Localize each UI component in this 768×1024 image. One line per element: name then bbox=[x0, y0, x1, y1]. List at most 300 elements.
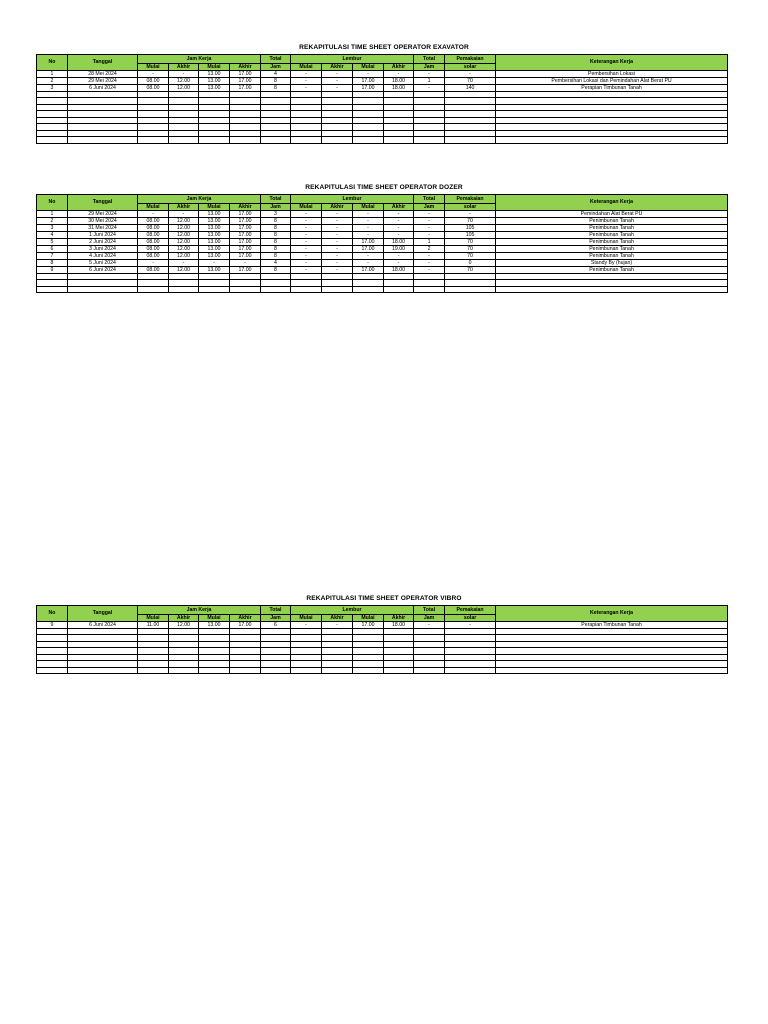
header-solar: solar bbox=[445, 203, 496, 210]
header-lembur: Lembur bbox=[291, 606, 414, 615]
empty-cell bbox=[414, 286, 445, 293]
table-cell: 17.00 bbox=[230, 210, 261, 217]
table-cell: - bbox=[322, 217, 353, 224]
table-cell: 6 Juni 2024 bbox=[68, 84, 138, 91]
header-total-jam: Total bbox=[261, 606, 291, 615]
table-cell: 8 bbox=[261, 224, 291, 231]
table-cell: - bbox=[384, 210, 414, 217]
table-cell: 12.00 bbox=[169, 252, 199, 259]
header-lembur-akhir-1: Akhir bbox=[322, 63, 353, 70]
table-cell: 17.00 bbox=[230, 224, 261, 231]
timesheet-exavator bbox=[0, 42, 768, 144]
timesheet-table bbox=[36, 194, 728, 293]
table-cell: 1 Juni 2024 bbox=[68, 231, 138, 238]
table-cell: 2 bbox=[37, 217, 68, 224]
table-cell: 17.00 bbox=[230, 84, 261, 91]
empty-cell bbox=[169, 137, 199, 144]
table-cell: - bbox=[384, 224, 414, 231]
table-cell: 1 bbox=[37, 70, 68, 77]
table-cell: 17.00 bbox=[230, 266, 261, 273]
table-cell: 13.00 bbox=[199, 70, 230, 77]
empty-cell bbox=[169, 667, 199, 674]
table-cell: - bbox=[353, 259, 384, 266]
header-jam-kerja: Jam Kerja bbox=[138, 55, 261, 64]
table-cell: - bbox=[322, 245, 353, 252]
table-cell: - bbox=[414, 259, 445, 266]
table-cell: 17.00 bbox=[230, 231, 261, 238]
table-cell: 18.00 bbox=[384, 266, 414, 273]
table-cell: 13.00 bbox=[199, 266, 230, 273]
table-cell: - bbox=[353, 252, 384, 259]
table-cell: 0 bbox=[445, 259, 496, 266]
header-jam-kerja-akhir-1: Akhir bbox=[169, 614, 199, 621]
table-cell: 8 bbox=[37, 259, 68, 266]
empty-cell bbox=[68, 286, 138, 293]
table-cell: 17.00 bbox=[353, 245, 384, 252]
empty-cell bbox=[445, 286, 496, 293]
table-cell: Pembersihan Lokasi dan Pemindahan Alat Berat PU bbox=[496, 77, 728, 84]
table-cell: 6 Juni 2024 bbox=[68, 266, 138, 273]
header-lembur-mulai-0: Mulai bbox=[291, 63, 322, 70]
header-solar: solar bbox=[445, 614, 496, 621]
table-cell: - bbox=[291, 259, 322, 266]
header-total-jam-lembur: Total bbox=[414, 195, 445, 204]
header-jam-kerja-akhir-3: Akhir bbox=[230, 63, 261, 70]
table-cell: - bbox=[414, 224, 445, 231]
header-lembur-akhir-1: Akhir bbox=[322, 614, 353, 621]
table-cell: 12.00 bbox=[169, 266, 199, 273]
table-cell: 08.00 bbox=[138, 84, 169, 91]
empty-cell bbox=[353, 137, 384, 144]
table-cell: 29 Mei 2024 bbox=[68, 77, 138, 84]
table-cell: 6 bbox=[37, 245, 68, 252]
header-lembur-akhir-1: Akhir bbox=[322, 203, 353, 210]
timesheet-dozer bbox=[0, 182, 768, 293]
table-cell: - bbox=[414, 266, 445, 273]
table-cell: 4 Juni 2024 bbox=[68, 252, 138, 259]
header-total-jam: Total bbox=[261, 195, 291, 204]
table-cell: 70 bbox=[445, 245, 496, 252]
table-cell: - bbox=[291, 252, 322, 259]
header-jam-kerja-mulai-0: Mulai bbox=[138, 614, 169, 621]
table-cell: 3 bbox=[261, 210, 291, 217]
header-lembur-mulai-2: Mulai bbox=[353, 63, 384, 70]
table-cell: - bbox=[445, 621, 496, 628]
section-title: REKAPITULASI TIME SHEET OPERATOR VIBRO bbox=[306, 595, 462, 602]
header-jam-lembur: Jam bbox=[414, 63, 445, 70]
table-cell: - bbox=[353, 217, 384, 224]
header-jam-kerja-akhir-1: Akhir bbox=[169, 63, 199, 70]
table-cell: 17.00 bbox=[230, 252, 261, 259]
table-row bbox=[37, 231, 728, 238]
table-cell: - bbox=[291, 621, 322, 628]
header-pemakaian-solar: Pemakaian bbox=[445, 195, 496, 204]
table-cell: 18.00 bbox=[384, 621, 414, 628]
empty-cell bbox=[37, 667, 68, 674]
table-cell: 29 Mei 2024 bbox=[68, 210, 138, 217]
table-cell: - bbox=[291, 231, 322, 238]
table-cell: 08.00 bbox=[138, 231, 169, 238]
header-lembur-mulai-0: Mulai bbox=[291, 203, 322, 210]
header-lembur-mulai-0: Mulai bbox=[291, 614, 322, 621]
empty-cell bbox=[353, 667, 384, 674]
table-cell: 19.00 bbox=[384, 245, 414, 252]
header-lembur-akhir-3: Akhir bbox=[384, 203, 414, 210]
table-cell: 3 bbox=[37, 84, 68, 91]
table-cell: - bbox=[291, 217, 322, 224]
empty-cell bbox=[230, 667, 261, 674]
table-cell: - bbox=[414, 210, 445, 217]
timesheet-vibro bbox=[0, 593, 768, 674]
header-jam: Jam bbox=[261, 614, 291, 621]
table-cell: - bbox=[322, 252, 353, 259]
table-cell: 2 bbox=[37, 77, 68, 84]
table-cell: 6 bbox=[261, 621, 291, 628]
table-cell: 13.00 bbox=[199, 231, 230, 238]
table-row bbox=[37, 217, 728, 224]
table-cell: - bbox=[384, 70, 414, 77]
empty-cell bbox=[138, 667, 169, 674]
empty-cell bbox=[414, 137, 445, 144]
table-cell: 12.00 bbox=[169, 621, 199, 628]
table-cell: 17.00 bbox=[230, 77, 261, 84]
table-cell: - bbox=[414, 252, 445, 259]
table-cell: - bbox=[384, 231, 414, 238]
table-cell: Penimbunan Tanah bbox=[496, 217, 728, 224]
table-cell: - bbox=[353, 210, 384, 217]
table-cell: 8 bbox=[261, 238, 291, 245]
empty-cell bbox=[261, 667, 291, 674]
table-cell: - bbox=[414, 217, 445, 224]
table-cell: - bbox=[199, 259, 230, 266]
header-no: No bbox=[37, 606, 68, 622]
header-pemakaian-solar: Pemakaian bbox=[445, 55, 496, 64]
empty-cell bbox=[37, 137, 68, 144]
table-cell: Penimbunan Tanah bbox=[496, 245, 728, 252]
empty-row bbox=[37, 286, 728, 293]
table-cell: 17.00 bbox=[353, 84, 384, 91]
header-lembur: Lembur bbox=[291, 55, 414, 64]
table-cell: 8 bbox=[261, 245, 291, 252]
empty-cell bbox=[445, 667, 496, 674]
table-cell: - bbox=[169, 259, 199, 266]
table-cell: Standy By (hujan) bbox=[496, 259, 728, 266]
table-cell: 7 bbox=[37, 252, 68, 259]
empty-cell bbox=[322, 286, 353, 293]
table-cell: 12.00 bbox=[169, 77, 199, 84]
table-cell: 12.00 bbox=[169, 245, 199, 252]
empty-cell bbox=[322, 667, 353, 674]
table-cell: - bbox=[291, 70, 322, 77]
table-cell: 17.00 bbox=[230, 238, 261, 245]
empty-cell bbox=[199, 667, 230, 674]
header-jam-kerja-akhir-3: Akhir bbox=[230, 614, 261, 621]
table-cell: - bbox=[322, 266, 353, 273]
header-no: No bbox=[37, 195, 68, 211]
table-cell: - bbox=[291, 210, 322, 217]
header-jam-kerja-akhir-3: Akhir bbox=[230, 203, 261, 210]
table-cell: - bbox=[138, 259, 169, 266]
table-cell: - bbox=[291, 84, 322, 91]
table-cell: 17.00 bbox=[353, 77, 384, 84]
header-jam-lembur: Jam bbox=[414, 203, 445, 210]
table-cell: - bbox=[322, 77, 353, 84]
table-cell: - bbox=[322, 210, 353, 217]
table-cell: - bbox=[322, 259, 353, 266]
table-cell: 8 bbox=[261, 252, 291, 259]
table-cell: - bbox=[291, 77, 322, 84]
table-cell: - bbox=[445, 210, 496, 217]
table-cell: 08.00 bbox=[138, 238, 169, 245]
empty-cell bbox=[68, 667, 138, 674]
header-total-jam: Total bbox=[261, 55, 291, 64]
table-cell: - bbox=[322, 621, 353, 628]
table-cell: 12.00 bbox=[169, 217, 199, 224]
table-cell: 08.00 bbox=[138, 217, 169, 224]
empty-cell bbox=[37, 286, 68, 293]
empty-cell bbox=[322, 137, 353, 144]
table-row bbox=[37, 84, 728, 91]
table-cell: 17.00 bbox=[230, 245, 261, 252]
table-cell: 17.00 bbox=[353, 238, 384, 245]
header-lembur-mulai-2: Mulai bbox=[353, 614, 384, 621]
table-cell: 4 bbox=[261, 70, 291, 77]
table-cell: - bbox=[291, 245, 322, 252]
table-cell: - bbox=[353, 231, 384, 238]
header-solar: solar bbox=[445, 63, 496, 70]
empty-cell bbox=[496, 286, 728, 293]
table-cell: Perapian Timbunan Tanah bbox=[496, 84, 728, 91]
table-cell: 70 bbox=[445, 252, 496, 259]
header-no: No bbox=[37, 55, 68, 71]
empty-cell bbox=[230, 137, 261, 144]
header-lembur-mulai-2: Mulai bbox=[353, 203, 384, 210]
header-jam-kerja: Jam Kerja bbox=[138, 195, 261, 204]
table-cell: 70 bbox=[445, 77, 496, 84]
table-cell: 28 Mei 2024 bbox=[68, 70, 138, 77]
empty-cell bbox=[496, 137, 728, 144]
table-row bbox=[37, 238, 728, 245]
table-cell: 13.00 bbox=[199, 621, 230, 628]
table-cell: 140 bbox=[445, 84, 496, 91]
table-cell: - bbox=[291, 224, 322, 231]
table-cell: 13.00 bbox=[199, 252, 230, 259]
table-cell: 8 bbox=[261, 84, 291, 91]
table-cell: - bbox=[384, 217, 414, 224]
table-cell: 8 bbox=[261, 266, 291, 273]
table-cell: - bbox=[322, 70, 353, 77]
header-jam-kerja-mulai-2: Mulai bbox=[199, 203, 230, 210]
table-cell: - bbox=[169, 210, 199, 217]
table-row bbox=[37, 70, 728, 77]
table-cell: 18.00 bbox=[384, 238, 414, 245]
table-row bbox=[37, 252, 728, 259]
empty-cell bbox=[199, 286, 230, 293]
table-cell: 1 bbox=[414, 77, 445, 84]
table-cell: 08.00 bbox=[138, 245, 169, 252]
header-jam: Jam bbox=[261, 203, 291, 210]
table-cell: - bbox=[138, 70, 169, 77]
table-cell: 17.00 bbox=[353, 621, 384, 628]
empty-cell bbox=[291, 286, 322, 293]
table-row bbox=[37, 77, 728, 84]
empty-cell bbox=[291, 137, 322, 144]
empty-cell bbox=[169, 286, 199, 293]
table-row bbox=[37, 621, 728, 628]
header-jam-kerja: Jam Kerja bbox=[138, 606, 261, 615]
table-cell: 105 bbox=[445, 231, 496, 238]
empty-cell bbox=[261, 137, 291, 144]
table-cell: - bbox=[291, 238, 322, 245]
table-cell: 08.00 bbox=[138, 252, 169, 259]
table-cell: Pembersihan Lokasi bbox=[496, 70, 728, 77]
table-cell: Penimbunan Tanah bbox=[496, 231, 728, 238]
table-cell: 3 bbox=[37, 224, 68, 231]
empty-cell bbox=[138, 137, 169, 144]
table-cell: 1 bbox=[414, 238, 445, 245]
table-row bbox=[37, 245, 728, 252]
table-cell: - bbox=[230, 259, 261, 266]
empty-cell bbox=[384, 667, 414, 674]
header-lembur-akhir-3: Akhir bbox=[384, 63, 414, 70]
table-cell: 5 bbox=[37, 238, 68, 245]
table-cell: 13.00 bbox=[199, 224, 230, 231]
table-cell: 08.00 bbox=[138, 266, 169, 273]
table-cell: 8 bbox=[261, 231, 291, 238]
table-cell: 70 bbox=[445, 266, 496, 273]
table-cell: Penimbunan Tanah bbox=[496, 238, 728, 245]
empty-cell bbox=[445, 137, 496, 144]
empty-cell bbox=[138, 286, 169, 293]
table-cell: 70 bbox=[445, 238, 496, 245]
table-cell: 8 bbox=[261, 77, 291, 84]
section-title: REKAPITULASI TIME SHEET OPERATOR EXAVATOR bbox=[299, 44, 469, 51]
header-tanggal: Tanggal bbox=[68, 55, 138, 71]
table-cell: 4 bbox=[37, 231, 68, 238]
table-row bbox=[37, 259, 728, 266]
table-cell: 17.00 bbox=[230, 217, 261, 224]
table-cell: - bbox=[138, 210, 169, 217]
table-cell: Pemindahan Alat Berat PU bbox=[496, 210, 728, 217]
table-cell: - bbox=[353, 224, 384, 231]
header-lembur: Lembur bbox=[291, 195, 414, 204]
empty-row bbox=[37, 137, 728, 144]
table-cell: Penimbunan Tanah bbox=[496, 266, 728, 273]
header-jam-kerja-mulai-0: Mulai bbox=[138, 63, 169, 70]
header-total-jam-lembur: Total bbox=[414, 606, 445, 615]
table-cell: Perapian Timbunan Tanah bbox=[496, 621, 728, 628]
empty-row bbox=[37, 667, 728, 674]
table-cell: 13.00 bbox=[199, 238, 230, 245]
table-cell: - bbox=[322, 231, 353, 238]
header-jam: Jam bbox=[261, 63, 291, 70]
table-row bbox=[37, 224, 728, 231]
timesheet-table bbox=[36, 54, 728, 144]
table-cell: 1 bbox=[37, 210, 68, 217]
table-cell: 3 Juni 2024 bbox=[68, 245, 138, 252]
header-jam-kerja-mulai-2: Mulai bbox=[199, 614, 230, 621]
table-cell: 13.00 bbox=[199, 245, 230, 252]
header-keterangan-kerja: Keterangan Kerja bbox=[496, 606, 728, 622]
empty-cell bbox=[230, 286, 261, 293]
table-cell: - bbox=[353, 70, 384, 77]
table-cell: - bbox=[414, 70, 445, 77]
section-title: REKAPITULASI TIME SHEET OPERATOR DOZER bbox=[305, 184, 463, 191]
header-keterangan-kerja: Keterangan Kerja bbox=[496, 55, 728, 71]
table-cell: 17.00 bbox=[353, 266, 384, 273]
empty-cell bbox=[496, 667, 728, 674]
table-cell: 5 Juni 2024 bbox=[68, 259, 138, 266]
table-cell: 12.00 bbox=[169, 224, 199, 231]
table-cell: - bbox=[322, 224, 353, 231]
header-pemakaian-solar: Pemakaian bbox=[445, 606, 496, 615]
table-cell: Penimbunan Tanah bbox=[496, 224, 728, 231]
table-cell: - bbox=[414, 84, 445, 91]
table-cell: - bbox=[322, 238, 353, 245]
header-jam-kerja-mulai-0: Mulai bbox=[138, 203, 169, 210]
table-row bbox=[37, 210, 728, 217]
header-jam-kerja-akhir-1: Akhir bbox=[169, 203, 199, 210]
empty-cell bbox=[353, 286, 384, 293]
table-cell: 70 bbox=[445, 217, 496, 224]
timesheet-table bbox=[36, 605, 728, 674]
empty-cell bbox=[384, 286, 414, 293]
table-cell: 12.00 bbox=[169, 231, 199, 238]
empty-cell bbox=[261, 286, 291, 293]
table-cell: 17.00 bbox=[230, 70, 261, 77]
table-cell: 18.00 bbox=[384, 84, 414, 91]
table-cell: 2 Juni 2024 bbox=[68, 238, 138, 245]
table-cell: Penimbunan Tanah bbox=[496, 252, 728, 259]
empty-cell bbox=[414, 667, 445, 674]
table-cell: 105 bbox=[445, 224, 496, 231]
table-cell: 12.00 bbox=[169, 84, 199, 91]
table-cell: 30 Mei 2024 bbox=[68, 217, 138, 224]
table-cell: 9 bbox=[37, 266, 68, 273]
header-lembur-akhir-3: Akhir bbox=[384, 614, 414, 621]
header-jam-lembur: Jam bbox=[414, 614, 445, 621]
header-tanggal: Tanggal bbox=[68, 195, 138, 211]
table-cell: 6 Juni 2024 bbox=[68, 621, 138, 628]
table-cell: - bbox=[322, 84, 353, 91]
header-keterangan-kerja: Keterangan Kerja bbox=[496, 195, 728, 211]
table-cell: 12.00 bbox=[169, 238, 199, 245]
empty-cell bbox=[199, 137, 230, 144]
table-cell: 8 bbox=[261, 217, 291, 224]
table-cell: - bbox=[169, 70, 199, 77]
table-cell: 17.00 bbox=[230, 621, 261, 628]
table-cell: 11.00 bbox=[138, 621, 169, 628]
empty-cell bbox=[68, 137, 138, 144]
table-cell: 08.00 bbox=[138, 224, 169, 231]
table-cell: 2 bbox=[414, 245, 445, 252]
header-tanggal: Tanggal bbox=[68, 606, 138, 622]
table-cell: 9 bbox=[37, 621, 68, 628]
table-cell: - bbox=[445, 70, 496, 77]
table-cell: 31 Mei 2024 bbox=[68, 224, 138, 231]
table-cell: 13.00 bbox=[199, 217, 230, 224]
table-cell: - bbox=[384, 252, 414, 259]
table-cell: - bbox=[384, 259, 414, 266]
table-cell: 08.00 bbox=[138, 77, 169, 84]
table-cell: - bbox=[414, 231, 445, 238]
header-jam-kerja-mulai-2: Mulai bbox=[199, 63, 230, 70]
empty-cell bbox=[291, 667, 322, 674]
table-cell: 18.00 bbox=[384, 77, 414, 84]
header-total-jam-lembur: Total bbox=[414, 55, 445, 64]
table-cell: 13.00 bbox=[199, 77, 230, 84]
table-cell: - bbox=[291, 266, 322, 273]
